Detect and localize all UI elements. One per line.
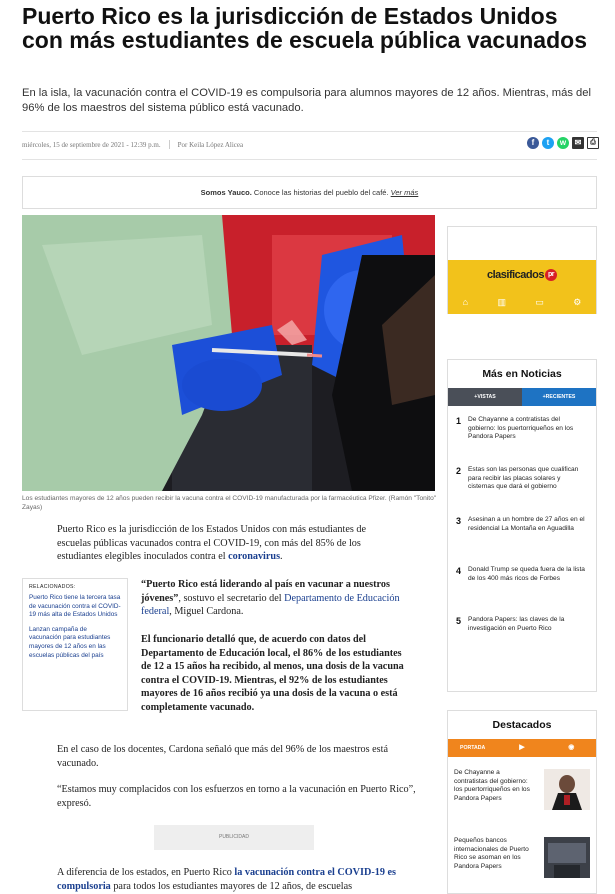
camera-icon: ◉: [568, 744, 575, 751]
featured-tabs: [448, 739, 596, 757]
list-item[interactable]: [448, 757, 596, 825]
more-news-list: [448, 406, 596, 652]
featured-title: Destacados: [492, 719, 552, 731]
share-bar: [527, 137, 599, 149]
play-icon: ▶: [519, 744, 525, 751]
tab-portada[interactable]: PORTADA: [448, 739, 497, 757]
divider: [22, 159, 597, 160]
twitter-icon[interactable]: t: [542, 137, 554, 149]
image-caption: Los estudiantes mayores de 12 años pueden recibir la vacuna contra el COVID-19 manufacturada por la farmacéutica Pfizer. (Ramón "Tonito" Zayas): [22, 495, 437, 511]
related-label: RELACIONADOS:: [29, 584, 76, 590]
paragraph-bold: El funcionario detalló que, de acuerdo con datos del Departamento de Educación local, el 86% de los estudiantes de 12 a 15 años ha recibido, al menos, una dosis de la vacuna contra el COVID-19. Mientras, el 92% de los estudiantes mayores de 16 años recibió ya una dosis de la vacuna o está completamente vacunado.: [141, 634, 404, 713]
article-meta: [22, 140, 243, 149]
building-icon[interactable]: ▥: [497, 296, 506, 307]
featured-thumbnail[interactable]: [544, 769, 590, 810]
promo-banner[interactable]: [22, 176, 597, 209]
list-item[interactable]: 4 Donald Trump se queda fuera de la lista de los 400 más ricos de Forbes: [456, 566, 585, 582]
paragraph-quote: “Puerto Rico está liderando al país en vacunar a nuestros jóvenes”, sostuvo el secretario del Departamento de Educación federal, Miguel Cardona.: [141, 579, 400, 618]
related-box: [22, 578, 128, 711]
article-author[interactable]: Por Keila López Alicea: [177, 141, 244, 149]
featured-widget: [447, 710, 597, 894]
promo-link[interactable]: Ver más: [390, 188, 419, 197]
paragraph-1: Puerto Rico es la jurisdicción de los Estados Unidos con más estudiantes de escuelas públicas vacunados contra el COVID-19, con más del 85% de los estudiantes elegibles inoculados contra el coronavirus.: [57, 524, 366, 563]
tab-photos[interactable]: [547, 739, 596, 757]
settings-icon[interactable]: ⚙: [573, 296, 582, 307]
more-news-tabs: [448, 388, 596, 406]
link-coronavirus[interactable]: coronavirus: [228, 551, 281, 563]
paragraph-4: “Estamos muy complacidos con los esfuerzos en torno a la vacunación en Puerto Rico”, expresó.: [57, 784, 416, 809]
clasificados-widget[interactable]: [447, 226, 597, 314]
more-news-title: Más en Noticias: [482, 368, 562, 380]
email-icon[interactable]: ✉: [572, 137, 584, 149]
article-date: miércoles, 15 de septiembre de 2021 - 12:39 p.m.: [22, 141, 161, 149]
link-vacunacion-compulsoria[interactable]: la vacunación contra el COVID-19 es compulsoria: [57, 867, 396, 892]
list-item[interactable]: 2 Estas son las personas que cualifican para recibir las placas solares y cisternas que dará el gobierno: [456, 466, 579, 491]
promo-bold: Somos Yauco.: [200, 188, 252, 197]
clasificados-band: [448, 260, 596, 290]
list-item[interactable]: 1 De Chayanne a contratistas del gobierno: los puertorriqueños en los Pandora Papers: [456, 416, 574, 441]
promo-text: Conoce las historias del pueblo del café.: [251, 188, 391, 197]
featured-thumbnail[interactable]: [544, 837, 590, 878]
featured-item-text[interactable]: Pequeños bancos internacionales de Puerto Rico se asoman en los Pandora Papers: [454, 837, 529, 870]
list-item[interactable]: 3 Asesinan a un hombre de 27 años en el residencial La Montaña en Aguadilla: [456, 516, 585, 532]
car-icon[interactable]: ▭: [535, 296, 544, 307]
ad-placeholder: PUBLICIDAD: [154, 825, 314, 850]
tab-video[interactable]: [497, 739, 546, 757]
related-link-2[interactable]: Lanzan campaña de vacunación para estudiantes mayores de 12 años en las escuelas públicas del país: [29, 625, 111, 659]
print-icon[interactable]: ⎙: [587, 137, 599, 149]
facebook-icon[interactable]: f: [527, 137, 539, 149]
article-headline: Puerto Rico es la jurisdicción de Estados Unidos con más estudiantes de escuela pública vacunados: [22, 3, 587, 53]
clasificados-logo[interactable]: clasificados pr: [487, 269, 557, 281]
home-icon[interactable]: ⌂: [462, 297, 469, 307]
hero-image: [22, 215, 435, 491]
tab-recent[interactable]: +RECIENTES: [522, 388, 596, 406]
link-departamento-educacion[interactable]: Departamento de Educación federal: [141, 592, 400, 618]
paragraph-3: En el caso de los docentes, Cardona señaló que más del 96% de los maestros está vacunado.: [57, 744, 388, 769]
list-item[interactable]: [448, 825, 596, 893]
whatsapp-icon[interactable]: w: [557, 137, 569, 149]
article-dek: En la isla, la vacunación contra el COVID-19 es compulsoria para alumnos mayores de 12 años. Mientras, más del 96% de los maestros del sistema público está vacunado.: [22, 87, 591, 114]
divider: [22, 131, 597, 132]
tab-most-viewed[interactable]: +VISTAS: [448, 388, 522, 406]
paragraph-5: A diferencia de los estados, en Puerto Rico la vacunación contra el COVID-19 es compulsoria para todos los estudiantes mayores de 12 años, de escuelas: [57, 867, 396, 892]
list-item[interactable]: 5 Pandora Papers: las claves de la investigación en Puerto Rico: [456, 616, 565, 632]
clasificados-icons: [448, 290, 596, 314]
related-link-1[interactable]: Puerto Rico tiene la tercera tasa de vacunación contra el COVID-19 más alta de Estados Unidos: [29, 594, 121, 619]
more-news-widget: [447, 359, 597, 692]
featured-item-text[interactable]: De Chayanne a contratistas del gobierno: los puertorriqueños en los Pandora Papers: [454, 769, 530, 802]
